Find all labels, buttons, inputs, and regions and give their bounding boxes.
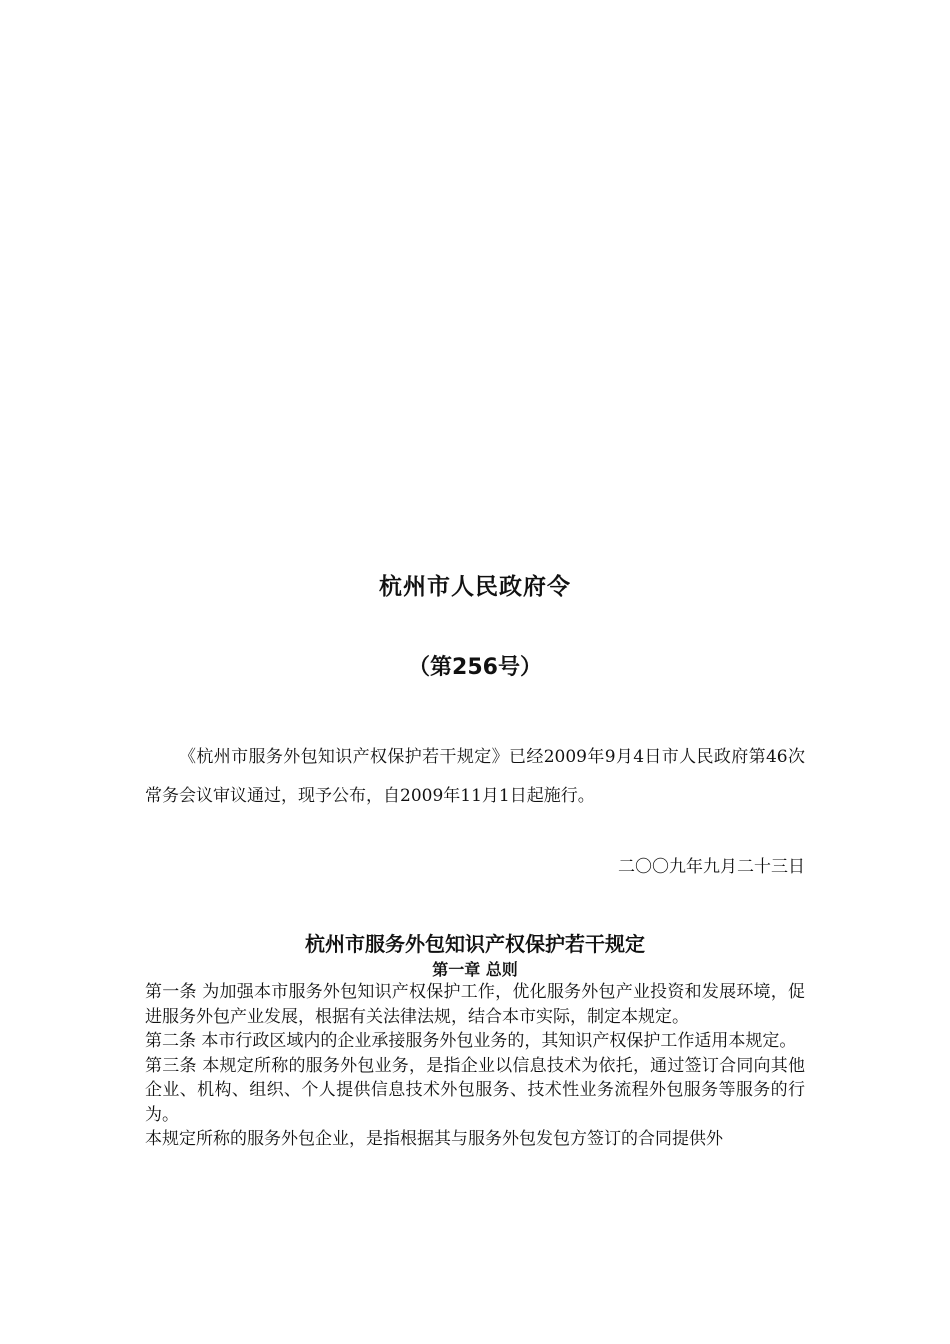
articles	[145, 980, 805, 1152]
decree-title: 杭州市人民政府令	[379, 574, 571, 600]
article-paragraph: 第三条 本规定所称的服务外包业务，是指企业以信息技术为依托，通过签订合同向其他企业、机构、组织、个人提供信息技术外包服务、技术性业务流程外包服务等服务的行为。	[145, 1055, 805, 1125]
decree-number: （第256号）	[408, 655, 542, 680]
regulation-title: 杭州市服务外包知识产权保护若干规定	[305, 932, 645, 956]
decree-body: 《杭州市服务外包知识产权保护若干规定》已经2009年9月4日市人民政府第46次常务会议审议通过，现予公布，自2009年11月1日起施行。	[145, 747, 805, 806]
article-paragraph: 第一条 为加强本市服务外包知识产权保护工作，优化服务外包产业投资和发展环境，促进服务外包产业发展，根据有关法律法规，结合本市实际，制定本规定。	[145, 982, 805, 1027]
decree-date: 二〇〇九年九月二十三日	[618, 857, 805, 877]
article-paragraph: 本规定所称的服务外包企业，是指根据其与服务外包发包方签订的合同提供外	[145, 1129, 723, 1149]
chapter-title: 第一章 总则	[432, 960, 518, 979]
article-paragraph: 第二条 本市行政区域内的企业承接服务外包业务的，其知识产权保护工作适用本规定。	[145, 1031, 797, 1051]
